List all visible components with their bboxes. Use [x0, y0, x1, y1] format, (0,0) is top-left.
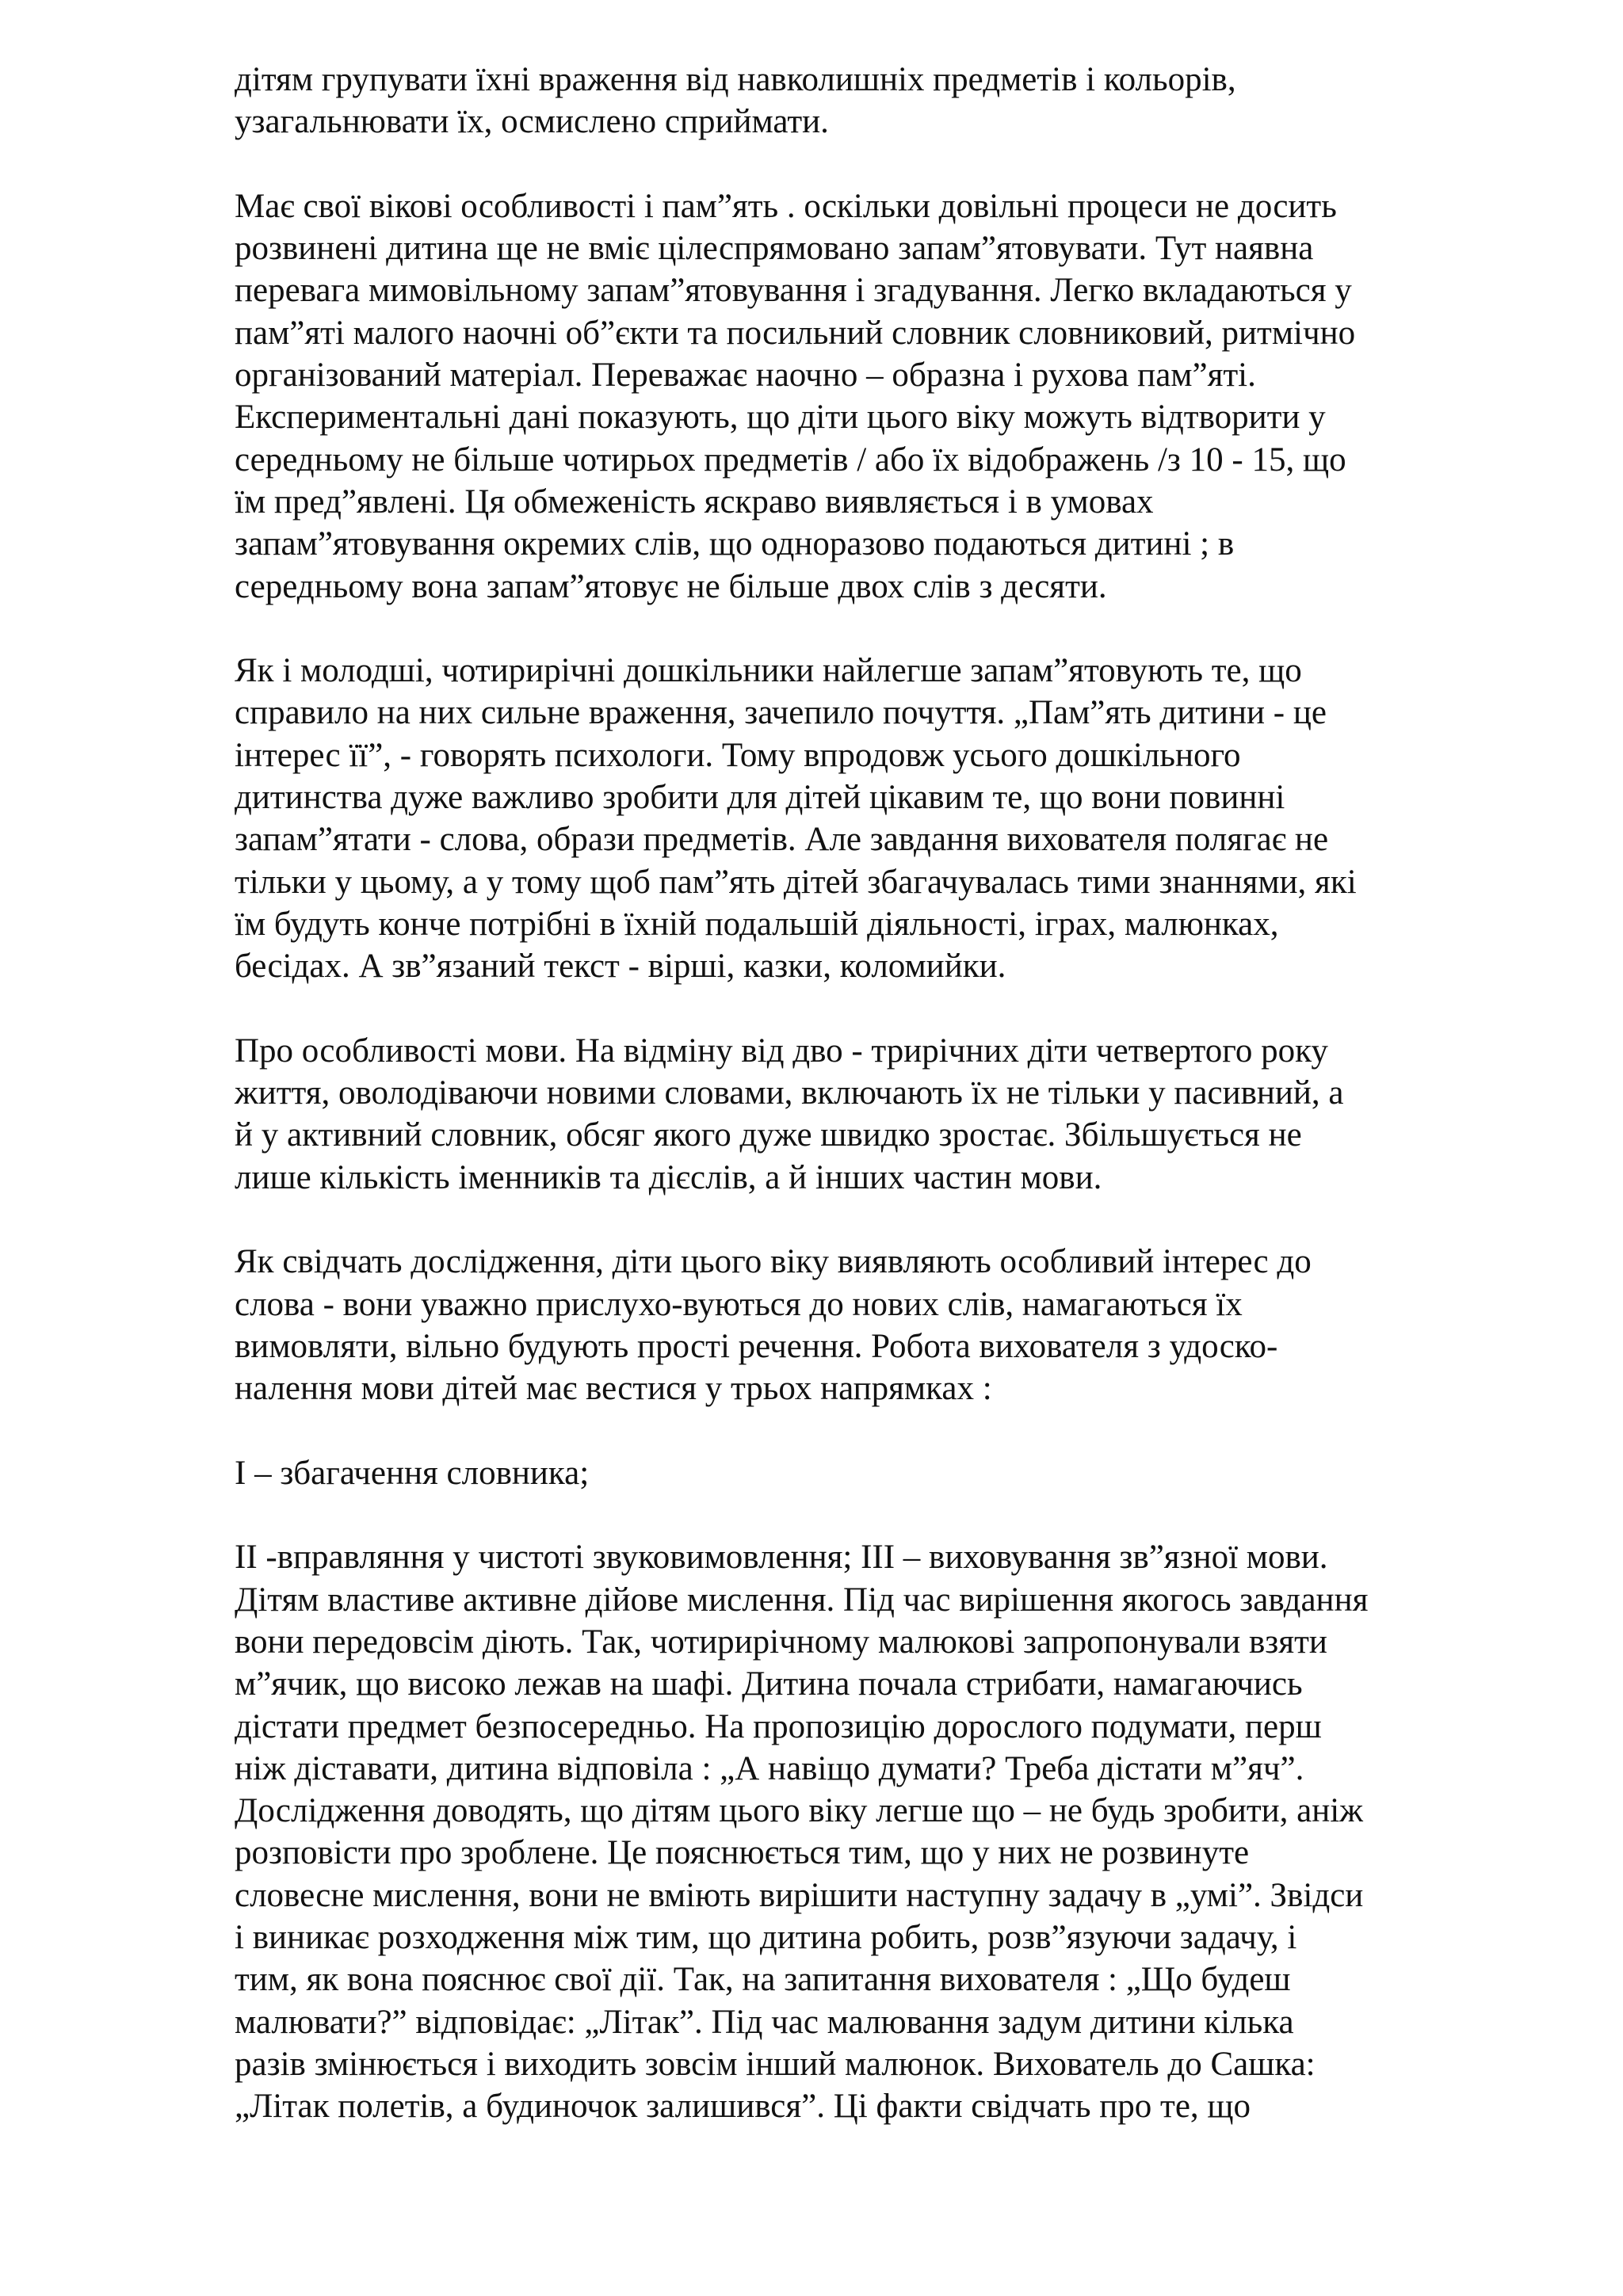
- text-line: Як свідчать дослідження, діти цього віку виявляють особливий інтерес до: [235, 1243, 1312, 1281]
- text-line: ІІ -вправляння у чистоті звуковимовлення; ІІІ – виховування зв”язної мови.: [235, 1539, 1328, 1577]
- paragraph-2: [235, 185, 1518, 608]
- text-line: Дослідження доводять, що дітям цього віку легше що – не будь зробити, аніж: [235, 1792, 1363, 1830]
- paragraph-1: [235, 59, 1518, 143]
- text-line: середньому вона запам”ятовує не більше двох слів з десяти.: [235, 567, 1107, 605]
- paragraph-7: [235, 1536, 1518, 2127]
- text-line: дитинства дуже важливо зробити для дітей цікавим те, що вони повинні: [235, 779, 1285, 817]
- text-line: ніж діставати, дитина відповіла : „А навіщо думати? Треба дістати м”яч”.: [235, 1749, 1304, 1787]
- text-line: словесне мислення, вони не вміють вирішити наступну задачу в „умі”. Звідси: [235, 1876, 1364, 1914]
- text-line: І – збагачення словника;: [235, 1454, 590, 1492]
- text-line: інтерес її”, - говорять психологи. Тому впродовж усього дошкільного: [235, 736, 1241, 774]
- text-line: запам”ятати - слова, образи предметів. Але завдання вихователя полягає не: [235, 821, 1329, 859]
- text-line: Про особливості мови. На відміну від дво - трирічних діти четвертого року: [235, 1032, 1328, 1070]
- document-page: [235, 59, 1518, 2128]
- text-line: малювати?” відповідає: „Літак”. Під час малювання задум дитини кілька: [235, 2003, 1294, 2041]
- paragraph-4: [235, 1030, 1518, 1199]
- paragraph-3: [235, 650, 1518, 987]
- text-line: й у активний словник, обсяг якого дуже швидко зростає. Збільшується не: [235, 1116, 1302, 1154]
- text-line: середньому не більше чотирьох предметів / або їх відображень /з 10 - 15, що: [235, 441, 1346, 479]
- text-line: життя, оволодіваючи новими словами, включають їх не тільки у пасивний, а: [235, 1074, 1344, 1112]
- text-line: організований матеріал. Переважає наочно – образна і рухова пам”яті.: [235, 357, 1256, 395]
- text-line: пам”яті малого наочні об”єкти та посильний словник словниковий, ритмічно: [235, 314, 1356, 352]
- text-line: Як і молодші, чотирирічні дошкільники найлегше запам”ятовують те, що: [235, 652, 1302, 690]
- text-line: розповісти про зроблене. Це пояснюється тим, що у них не розвинуте: [235, 1834, 1250, 1872]
- text-line: бесідах. А зв”язаний текст - вірші, казки, коломийки.: [235, 948, 1006, 986]
- text-line: дітям групувати їхні враження від навколишніх предметів і кольорів,: [235, 61, 1236, 98]
- text-line: тільки у цьому, а у тому щоб пам”ять дітей збагачувалась тими знаннями, які: [235, 863, 1357, 901]
- paragraph-6: [235, 1452, 1518, 1494]
- text-line: узагальнювати їх, осмислено сприймати.: [235, 103, 829, 141]
- text-line: дістати предмет безпосередньо. На пропозицію дорослого подумати, перш: [235, 1707, 1322, 1745]
- text-line: м”ячик, що високо лежав на шафі. Дитина почала стрибати, намагаючись: [235, 1665, 1303, 1703]
- text-line: і виникає розходження між тим, що дитина робить, розв”язуючи задачу, і: [235, 1919, 1297, 1957]
- text-line: їм будуть конче потрібні в їхній подальшій діяльності, іграх, малюнках,: [235, 905, 1279, 943]
- paragraph-5: [235, 1241, 1518, 1409]
- text-line: Експериментальні дані показують, що діти цього віку можуть відтворити у: [235, 399, 1326, 437]
- text-line: вони передовсім діють. Так, чотирирічному малюкові запропонували взяти: [235, 1623, 1327, 1661]
- text-line: їм пред”явлені. Ця обмеженість яскраво виявляється і в умовах: [235, 482, 1154, 521]
- text-line: разів змінюється і виходить зовсім інший малюнок. Вихователь до Сашка:: [235, 2045, 1316, 2083]
- text-line: лише кількість іменників та дієслів, а й інших частин мови.: [235, 1158, 1102, 1196]
- text-line: запам”ятовування окремих слів, що одноразово подаються дитині ; в: [235, 525, 1235, 563]
- text-line: справило на них сильне враження, зачепило почуття. „Пам”ять дитини - це: [235, 694, 1327, 732]
- text-line: Має свої вікові особливості і пам”ять . оскільки довільні процеси не досить: [235, 187, 1337, 225]
- text-line: розвинені дитина ще не вміє цілеспрямовано запам”ятовувати. Тут наявна: [235, 230, 1314, 268]
- text-line: слова - вони уважно прислухо-вуються до нових слів, намагаються їх: [235, 1285, 1243, 1323]
- text-line: вимовляти, вільно будують прості речення. Робота вихователя з удоско-: [235, 1327, 1278, 1365]
- text-line: „Літак полетів, а будиночок залишився”. Ці факти свідчать про те, що: [235, 2088, 1251, 2126]
- text-line: перевага мимовільному запам”ятовування і згадування. Легко вкладаються у: [235, 272, 1352, 310]
- text-line: налення мови дітей має вестися у трьох напрямках :: [235, 1370, 992, 1408]
- text-line: Дітям властиве активне дійове мислення. Під час вирішення якогось завдання: [235, 1581, 1369, 1619]
- text-line: тим, як вона пояснює свої дії. Так, на запитання вихователя : „Що будеш: [235, 1961, 1291, 1999]
